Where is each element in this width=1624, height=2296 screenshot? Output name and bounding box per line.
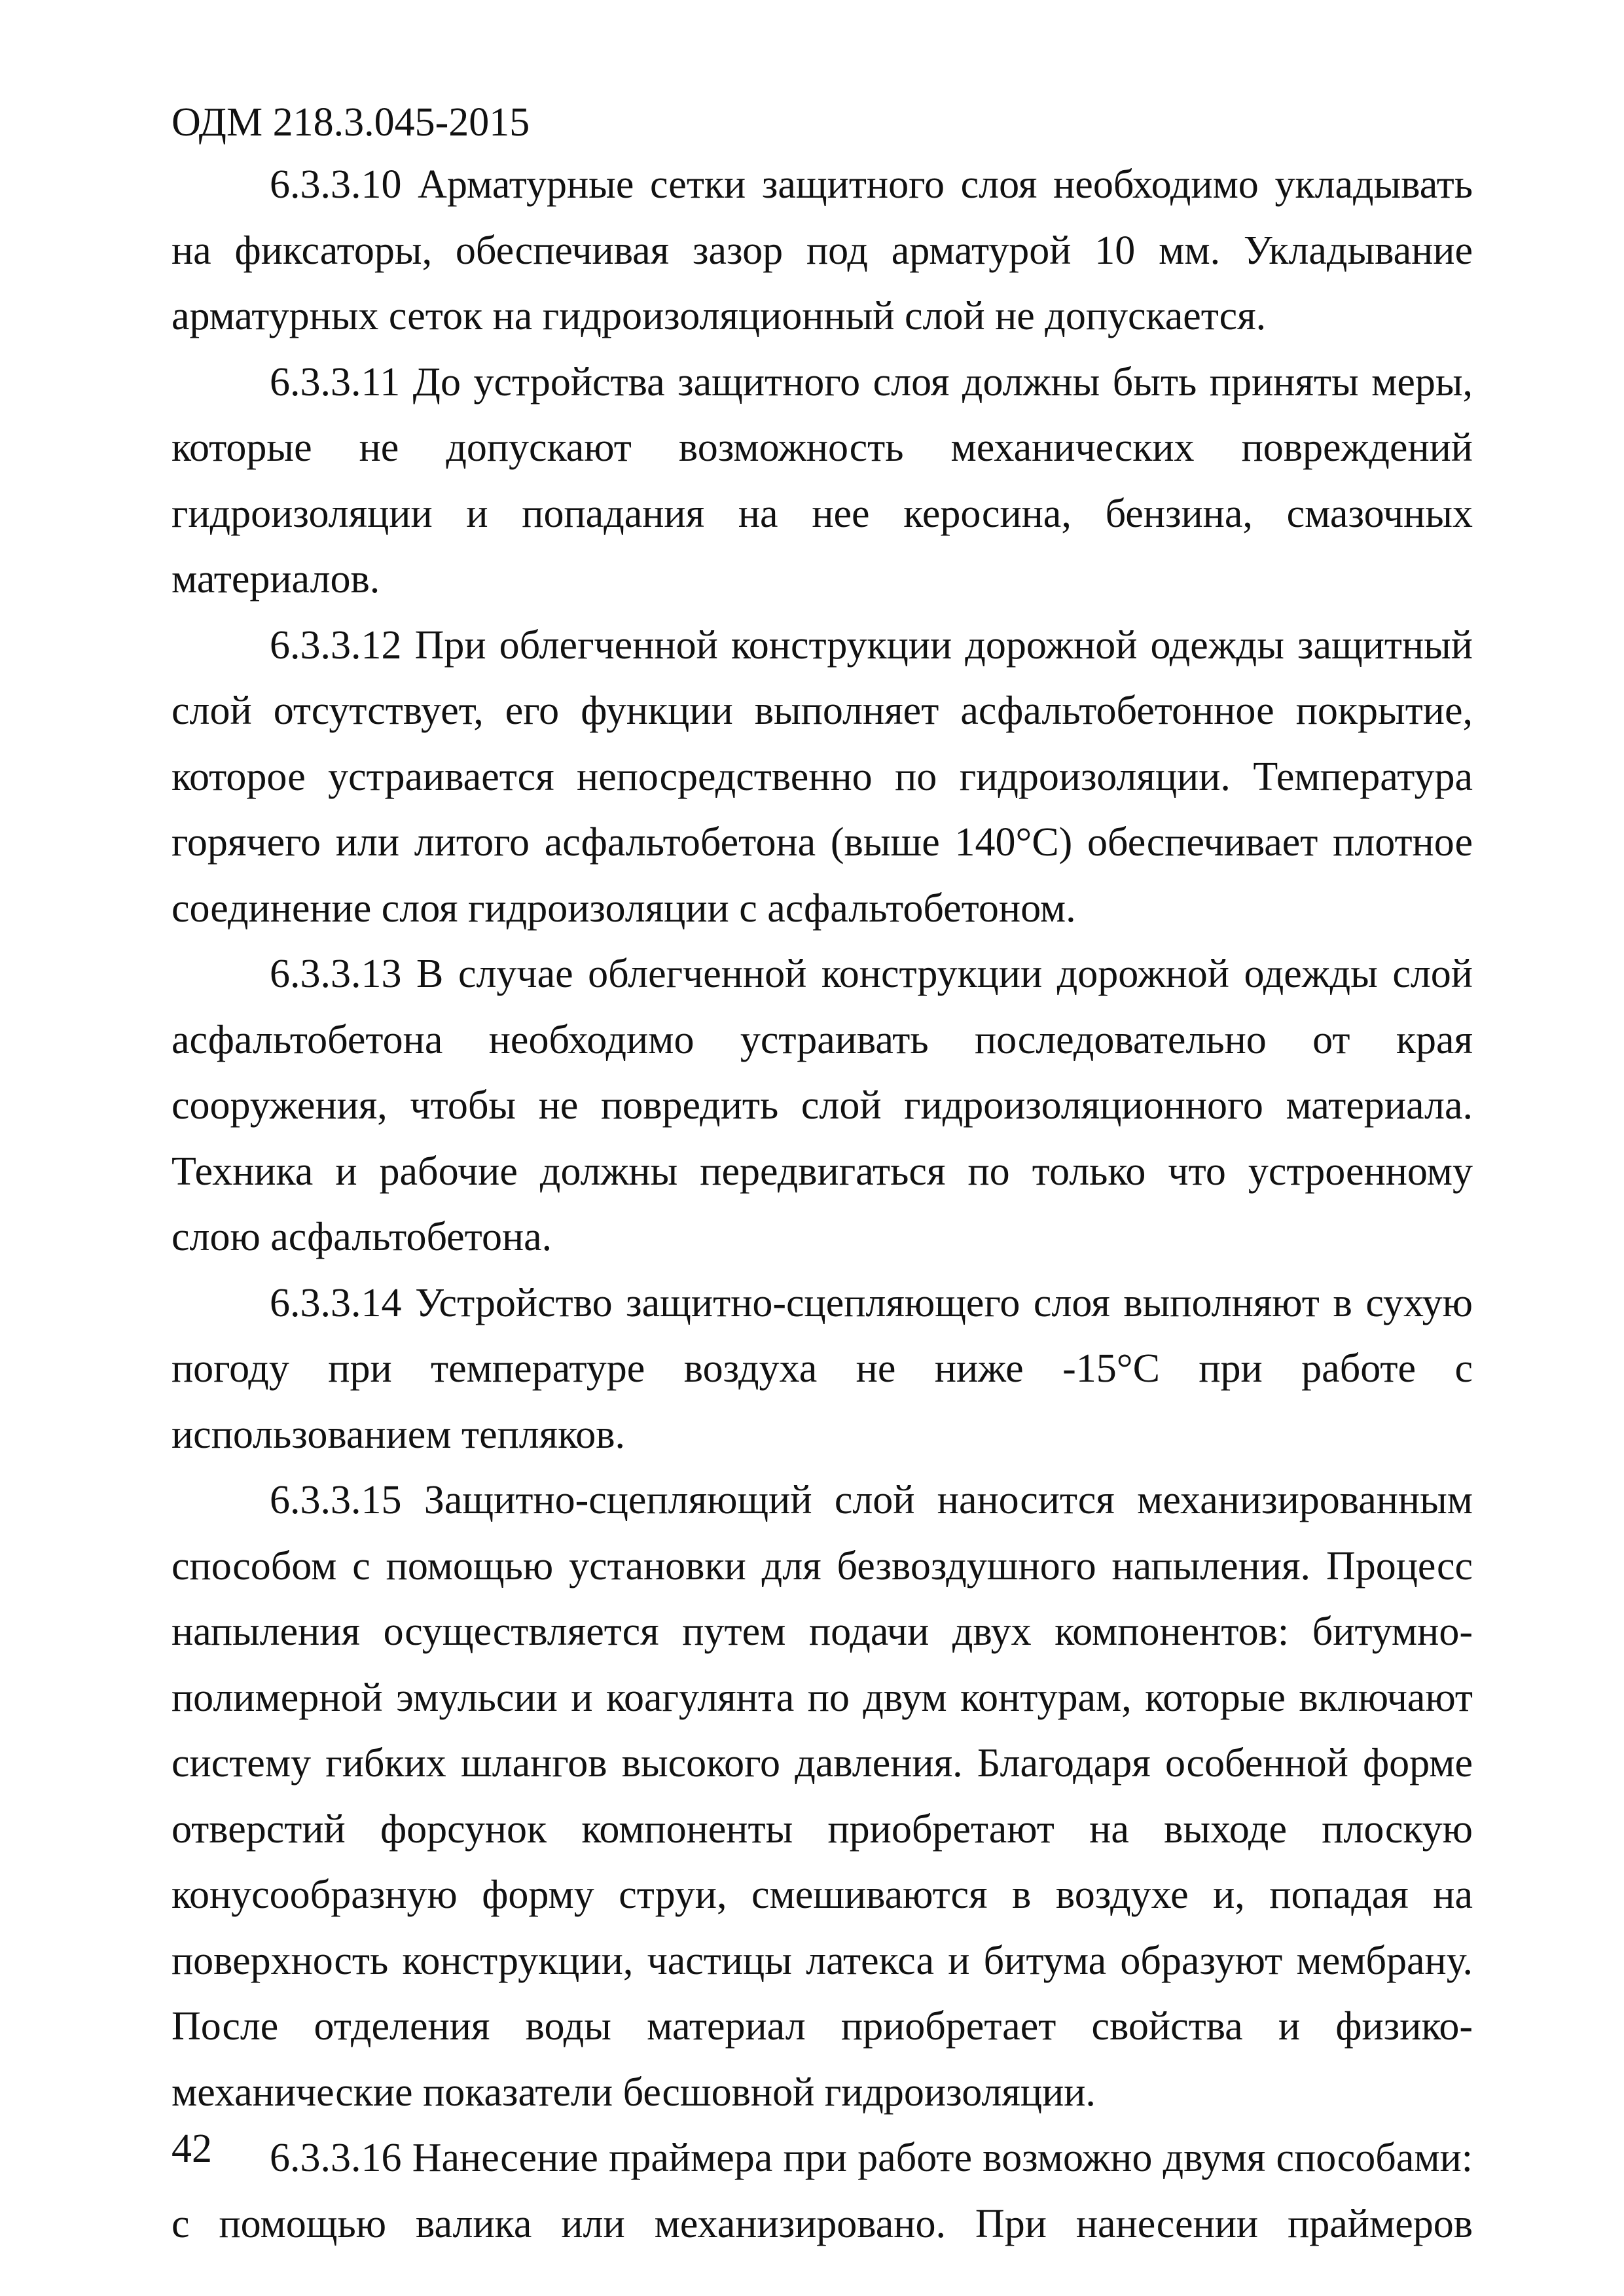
paragraph-6-3-3-11: 6.3.3.11 До устройства защитного слоя должны быть приняты меры, которые не допускают возможность механических повреждений гидроизоляции и попадания на нее керосина, бензина, смазочных материалов. bbox=[171, 359, 1473, 601]
body-text bbox=[171, 152, 1473, 2257]
paragraph-6-3-3-10: 6.3.3.10 Арматурные сетки защитного слоя необходимо укладывать на фиксаторы, обеспечивая зазор под арматурой 10 мм. Укладывание арматурных сеток на гидроизоляционный слой не допускается. bbox=[171, 162, 1473, 338]
paragraph-6-3-3-12: 6.3.3.12 При облегченной конструкции дорожной одежды защитный слой отсутствует, его функции выполняет асфальтобетонное покрытие, которое устраивается непосредственно по гидроизоляции. Температура горячего или литого асфальтобетона (выше 140°С) обеспечивает плотное соединение слоя гидроизоляции с асфальтобетоном. bbox=[171, 622, 1473, 931]
document-code-header: ОДМ 218.3.045-2015 bbox=[171, 100, 530, 145]
page-number: 42 bbox=[171, 2126, 212, 2171]
paragraph-6-3-3-16: 6.3.3.16 Нанесение праймера при работе возможно двумя способами: с помощью валика или механизировано. При нанесении праймеров bbox=[171, 2136, 1473, 2246]
paragraph-6-3-3-15: 6.3.3.15 Защитно-сцепляющий слой наносится механизированным способом с помощью установки для безвоздушного напыления. Процесс напыления осуществляется путем подачи двух компонентов: битумно-полимерной эмульсии и коагулянта по двум контурам, которые включают систему гибких шлангов высокого давления. Благодаря особенной форме отверстий форсунок компоненты приобретают на выходе плоскую конусообразную форму струи, смешиваются в воздухе и, попадая на поверхность конструкции, частицы латекса и битума образуют мембрану. После отделения воды материал приобретает свойства и физико-механические показатели бесшовной гидроизоляции. bbox=[171, 1478, 1473, 2115]
paragraph-6-3-3-14: 6.3.3.14 Устройство защитно-сцепляющего слоя выполняют в сухую погоду при температуре воздуха не ниже -15°С при работе с использованием тепляков. bbox=[171, 1280, 1473, 1457]
paragraph-6-3-3-13: 6.3.3.13 В случае облегченной конструкции дорожной одежды слой асфальтобетона необходимо устраивать последовательно от края сооружения, чтобы не повредить слой гидроизоляционного материала. Техника и рабочие должны передвигаться по только что устроенному слою асфальтобетона. bbox=[171, 952, 1473, 1259]
